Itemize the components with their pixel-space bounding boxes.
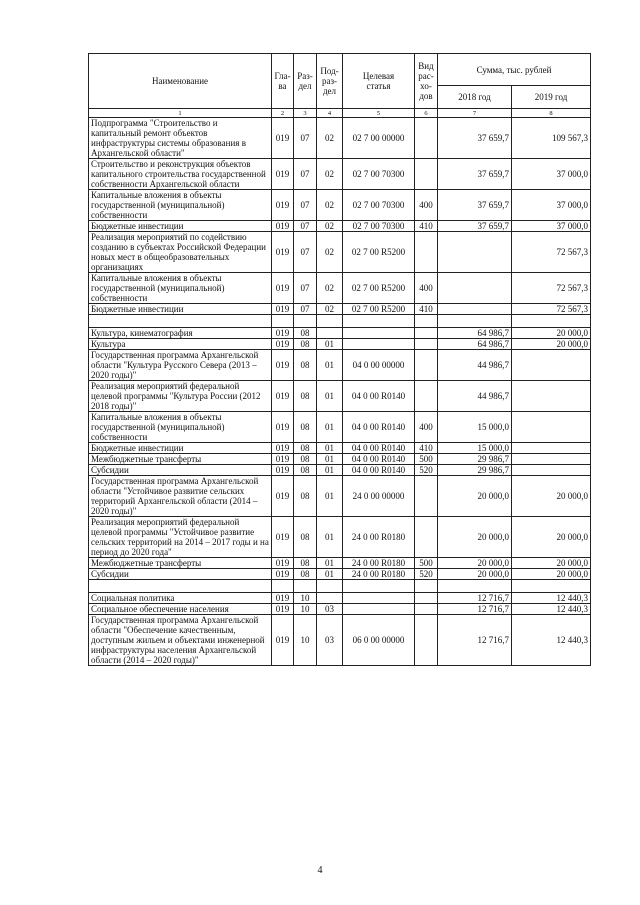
cell-sum-2018 xyxy=(438,304,512,315)
cell-podrazdel: 01 xyxy=(317,558,343,569)
cell-sum-2018: 20 000,0 xyxy=(438,476,512,517)
cell-razdel: 07 xyxy=(294,232,317,273)
cell-sum-2018: 37 659,7 xyxy=(438,159,512,190)
cell-sum-2019 xyxy=(512,350,591,381)
header-vid xyxy=(415,54,438,109)
cell-name: Бюджетные инвестиции xyxy=(89,221,272,232)
cell-sum-2019: 20 000,0 xyxy=(512,328,591,339)
table-row xyxy=(89,476,591,517)
cell-sum-2018 xyxy=(438,580,512,593)
cell-sum-2019 xyxy=(512,454,591,465)
cell-sum-2018 xyxy=(438,315,512,328)
table-row xyxy=(89,190,591,221)
cell-sum-2019: 37 000,0 xyxy=(512,190,591,221)
header-vid-text: Вид рас- хо- дов xyxy=(418,61,434,101)
table-row xyxy=(89,604,591,615)
cell-name: Реализация мероприятий федеральной целевой программы "Культура России (2012 2018 годы)" xyxy=(89,381,272,412)
header-razdel-text: Раз- дел xyxy=(297,71,313,91)
cell-razdel: 08 xyxy=(294,381,317,412)
table-row xyxy=(89,232,591,273)
cell-target: 04 0 00 00000 xyxy=(343,350,415,381)
cell-podrazdel: 02 xyxy=(317,159,343,190)
cell-target xyxy=(343,593,415,604)
cell-glava: 019 xyxy=(272,604,294,615)
cell-vid: 410 xyxy=(415,304,438,315)
table-row xyxy=(89,569,591,580)
cell-name: Бюджетные инвестиции xyxy=(89,304,272,315)
cell-target: 02 7 00 70300 xyxy=(343,159,415,190)
cell-podrazdel: 02 xyxy=(317,221,343,232)
cell-target: 04 0 00 R0140 xyxy=(343,454,415,465)
cell-razdel: 08 xyxy=(294,476,317,517)
cell-glava: 019 xyxy=(272,443,294,454)
cell-vid: 410 xyxy=(415,443,438,454)
cell-target: 02 7 00 00000 xyxy=(343,118,415,159)
cell-name: Межбюджетные трансферты xyxy=(89,454,272,465)
cell-razdel: 08 xyxy=(294,443,317,454)
cell-sum-2019 xyxy=(512,443,591,454)
cell-razdel: 08 xyxy=(294,339,317,350)
table-row xyxy=(89,304,591,315)
cell-sum-2019 xyxy=(512,315,591,328)
cell-target: 24 0 00 R0180 xyxy=(343,517,415,558)
cell-glava: 019 xyxy=(272,381,294,412)
cell-vid: 500 xyxy=(415,454,438,465)
cell-name: Государственная программа Архангельской области "Культура Русского Севера (2013 – 2020 годы)" xyxy=(89,350,272,381)
header-glava xyxy=(272,54,294,109)
cell-vid xyxy=(415,339,438,350)
cell-razdel: 08 xyxy=(294,350,317,381)
cell-podrazdel: 03 xyxy=(317,604,343,615)
table-row xyxy=(89,412,591,443)
cell-name: Бюджетные инвестиции xyxy=(89,443,272,454)
cell-target: 02 7 00 R5200 xyxy=(343,232,415,273)
cell-podrazdel: 01 xyxy=(317,465,343,476)
cell-sum-2019: 20 000,0 xyxy=(512,569,591,580)
cell-sum-2019 xyxy=(512,580,591,593)
header-target xyxy=(343,54,415,109)
cell-razdel: 08 xyxy=(294,517,317,558)
column-number: 6 xyxy=(415,109,438,118)
cell-sum-2018: 15 000,0 xyxy=(438,443,512,454)
cell-razdel: 07 xyxy=(294,159,317,190)
cell-target: 04 0 00 R0140 xyxy=(343,412,415,443)
table-row xyxy=(89,517,591,558)
cell-sum-2018: 20 000,0 xyxy=(438,569,512,580)
cell-razdel: 08 xyxy=(294,569,317,580)
blank-row xyxy=(89,315,591,328)
column-number: 8 xyxy=(512,109,591,118)
cell-razdel: 08 xyxy=(294,558,317,569)
table-row xyxy=(89,159,591,190)
cell-target: 02 7 00 R5200 xyxy=(343,273,415,304)
cell-razdel: 07 xyxy=(294,221,317,232)
cell-sum-2018: 12 716,7 xyxy=(438,604,512,615)
table-row xyxy=(89,443,591,454)
table-row xyxy=(89,454,591,465)
cell-glava: 019 xyxy=(272,328,294,339)
column-number: 2 xyxy=(272,109,294,118)
cell-target: 04 0 00 R0140 xyxy=(343,465,415,476)
table-body xyxy=(89,118,591,666)
column-number: 4 xyxy=(317,109,343,118)
cell-target: 02 7 00 70300 xyxy=(343,190,415,221)
cell-sum-2018 xyxy=(438,232,512,273)
cell-sum-2018: 64 986,7 xyxy=(438,328,512,339)
header-glava-text: Гла- ва xyxy=(274,71,291,91)
cell-sum-2019 xyxy=(512,465,591,476)
cell-name: Культура xyxy=(89,339,272,350)
cell-vid xyxy=(415,476,438,517)
cell-glava: 019 xyxy=(272,465,294,476)
cell-sum-2018 xyxy=(438,273,512,304)
cell-podrazdel: 03 xyxy=(317,615,343,666)
cell-target: 06 0 00 00000 xyxy=(343,615,415,666)
header-podrazdel-text: Под- раз- дел xyxy=(320,66,339,96)
cell-sum-2018: 37 659,7 xyxy=(438,190,512,221)
cell-glava: 019 xyxy=(272,412,294,443)
cell-podrazdel: 01 xyxy=(317,339,343,350)
cell-name: Капитальные вложения в объекты государственной (муниципальной) собственности xyxy=(89,273,272,304)
cell-name: Культура, кинематография xyxy=(89,328,272,339)
cell-target xyxy=(343,580,415,593)
cell-name: Строительство и реконструкция объектов капитального строительства государственной собственности Архангельской области xyxy=(89,159,272,190)
cell-podrazdel: 01 xyxy=(317,381,343,412)
page-number: 4 xyxy=(317,865,323,876)
cell-name: Субсидии xyxy=(89,465,272,476)
cell-glava: 019 xyxy=(272,593,294,604)
table-row xyxy=(89,339,591,350)
cell-podrazdel xyxy=(317,315,343,328)
cell-glava xyxy=(272,315,294,328)
cell-vid xyxy=(415,615,438,666)
cell-target xyxy=(343,339,415,350)
cell-podrazdel: 01 xyxy=(317,476,343,517)
cell-name: Подпрограмма "Строительство и капитальный ремонт объектов инфраструктуры системы образования в Архангельской области" xyxy=(89,118,272,159)
cell-razdel: 08 xyxy=(294,454,317,465)
header-target-text: Целевая статья xyxy=(362,71,395,91)
cell-sum-2018: 29 986,7 xyxy=(438,465,512,476)
cell-podrazdel: 01 xyxy=(317,350,343,381)
cell-target: 24 0 00 00000 xyxy=(343,476,415,517)
cell-vid: 500 xyxy=(415,558,438,569)
cell-target: 02 7 00 70300 xyxy=(343,221,415,232)
cell-podrazdel: 02 xyxy=(317,118,343,159)
cell-sum-2018: 12 716,7 xyxy=(438,593,512,604)
cell-razdel: 07 xyxy=(294,190,317,221)
header-sum: Сумма, тыс. рублей xyxy=(438,54,591,86)
cell-sum-2019: 37 000,0 xyxy=(512,159,591,190)
cell-razdel: 08 xyxy=(294,465,317,476)
cell-glava: 019 xyxy=(272,221,294,232)
cell-glava: 019 xyxy=(272,476,294,517)
cell-vid xyxy=(415,604,438,615)
cell-sum-2019: 72 567,3 xyxy=(512,273,591,304)
cell-name: Капитальные вложения в объекты государственной (муниципальной) собственности xyxy=(89,190,272,221)
cell-name: Реализация мероприятий федеральной целевой программы "Устойчивое развитие сельских территорий на 2014 – 2017 годы и на период до 2020 года" xyxy=(89,517,272,558)
table-row xyxy=(89,118,591,159)
cell-podrazdel: 02 xyxy=(317,304,343,315)
cell-podrazdel xyxy=(317,593,343,604)
cell-glava: 019 xyxy=(272,517,294,558)
cell-target: 04 0 00 R0140 xyxy=(343,443,415,454)
cell-vid: 400 xyxy=(415,412,438,443)
cell-name xyxy=(89,315,272,328)
cell-razdel: 08 xyxy=(294,328,317,339)
cell-target xyxy=(343,328,415,339)
cell-name: Субсидии xyxy=(89,569,272,580)
cell-podrazdel xyxy=(317,328,343,339)
cell-glava: 019 xyxy=(272,615,294,666)
cell-glava: 019 xyxy=(272,350,294,381)
cell-glava: 019 xyxy=(272,190,294,221)
cell-podrazdel: 01 xyxy=(317,412,343,443)
cell-glava: 019 xyxy=(272,569,294,580)
cell-vid xyxy=(415,593,438,604)
cell-sum-2019: 12 440,3 xyxy=(512,593,591,604)
cell-podrazdel: 01 xyxy=(317,443,343,454)
cell-razdel: 10 xyxy=(294,593,317,604)
cell-name: Социальная политика xyxy=(89,593,272,604)
cell-vid: 410 xyxy=(415,221,438,232)
cell-razdel: 10 xyxy=(294,604,317,615)
table-row xyxy=(89,615,591,666)
cell-razdel: 10 xyxy=(294,615,317,666)
cell-sum-2018: 12 716,7 xyxy=(438,615,512,666)
cell-glava xyxy=(272,580,294,593)
cell-vid xyxy=(415,159,438,190)
cell-sum-2018: 15 000,0 xyxy=(438,412,512,443)
cell-glava: 019 xyxy=(272,159,294,190)
cell-sum-2018: 64 986,7 xyxy=(438,339,512,350)
cell-sum-2019: 20 000,0 xyxy=(512,558,591,569)
cell-vid: 520 xyxy=(415,465,438,476)
cell-razdel: 07 xyxy=(294,304,317,315)
cell-sum-2019: 72 567,3 xyxy=(512,232,591,273)
cell-podrazdel: 01 xyxy=(317,454,343,465)
table-row xyxy=(89,465,591,476)
cell-sum-2019: 20 000,0 xyxy=(512,339,591,350)
cell-vid xyxy=(415,350,438,381)
budget-table xyxy=(88,53,591,666)
cell-glava: 019 xyxy=(272,232,294,273)
cell-sum-2019: 12 440,3 xyxy=(512,604,591,615)
blank-row xyxy=(89,580,591,593)
cell-podrazdel: 01 xyxy=(317,569,343,580)
cell-podrazdel: 02 xyxy=(317,273,343,304)
cell-razdel: 07 xyxy=(294,118,317,159)
cell-sum-2019: 72 567,3 xyxy=(512,304,591,315)
cell-target xyxy=(343,315,415,328)
table-row xyxy=(89,273,591,304)
table-row xyxy=(89,221,591,232)
cell-sum-2018: 44 986,7 xyxy=(438,350,512,381)
cell-sum-2018: 44 986,7 xyxy=(438,381,512,412)
column-number: 3 xyxy=(294,109,317,118)
table-row xyxy=(89,558,591,569)
cell-glava: 019 xyxy=(272,273,294,304)
cell-sum-2019 xyxy=(512,381,591,412)
cell-name: Межбюджетные трансферты xyxy=(89,558,272,569)
table-row xyxy=(89,328,591,339)
cell-glava: 019 xyxy=(272,558,294,569)
header-razdel xyxy=(294,54,317,109)
cell-vid xyxy=(415,381,438,412)
cell-name xyxy=(89,580,272,593)
cell-sum-2018: 37 659,7 xyxy=(438,118,512,159)
header-podrazdel xyxy=(317,54,343,109)
cell-name: Социальное обеспечение населения xyxy=(89,604,272,615)
cell-vid: 400 xyxy=(415,190,438,221)
cell-glava: 019 xyxy=(272,304,294,315)
cell-sum-2019: 20 000,0 xyxy=(512,476,591,517)
cell-vid: 400 xyxy=(415,273,438,304)
cell-target: 02 7 00 R5200 xyxy=(343,304,415,315)
cell-razdel xyxy=(294,315,317,328)
cell-sum-2018: 37 659,7 xyxy=(438,221,512,232)
cell-sum-2019: 37 000,0 xyxy=(512,221,591,232)
column-number: 7 xyxy=(438,109,512,118)
cell-target: 24 0 00 R0180 xyxy=(343,569,415,580)
column-numbers-row xyxy=(89,109,591,118)
cell-sum-2018: 20 000,0 xyxy=(438,558,512,569)
cell-razdel xyxy=(294,580,317,593)
cell-sum-2019: 12 440,3 xyxy=(512,615,591,666)
cell-podrazdel: 02 xyxy=(317,232,343,273)
cell-glava: 019 xyxy=(272,454,294,465)
header-year-2018: 2018 год xyxy=(438,86,512,109)
table-row xyxy=(89,381,591,412)
cell-name: Государственная программа Архангельской области "Обеспечение качественным, доступным жильем и объектами инженерной инфраструктуры населения Архангельской области (2014 – 2020 годы)" xyxy=(89,615,272,666)
cell-sum-2018: 29 986,7 xyxy=(438,454,512,465)
cell-target xyxy=(343,604,415,615)
cell-sum-2019: 109 567,3 xyxy=(512,118,591,159)
cell-glava: 019 xyxy=(272,339,294,350)
cell-name: Капитальные вложения в объекты государственной (муниципальной) собственности xyxy=(89,412,272,443)
cell-target: 24 0 00 R0180 xyxy=(343,558,415,569)
cell-vid xyxy=(415,328,438,339)
cell-name: Реализация мероприятий по содействию созданию в субъектах Российской Федерации новых мест в общеобразовательных организациях xyxy=(89,232,272,273)
header-year-2019: 2019 год xyxy=(512,86,591,109)
cell-razdel: 07 xyxy=(294,273,317,304)
cell-sum-2019 xyxy=(512,412,591,443)
cell-vid xyxy=(415,232,438,273)
cell-sum-2018: 20 000,0 xyxy=(438,517,512,558)
header-name: Наименование xyxy=(89,54,272,109)
table-row xyxy=(89,350,591,381)
cell-razdel: 08 xyxy=(294,412,317,443)
cell-vid xyxy=(415,315,438,328)
cell-podrazdel: 01 xyxy=(317,517,343,558)
cell-glava: 019 xyxy=(272,118,294,159)
column-number: 5 xyxy=(343,109,415,118)
table-row xyxy=(89,593,591,604)
cell-vid xyxy=(415,118,438,159)
cell-target: 04 0 00 R0140 xyxy=(343,381,415,412)
cell-podrazdel xyxy=(317,580,343,593)
column-number: 1 xyxy=(89,109,272,118)
cell-vid xyxy=(415,517,438,558)
cell-sum-2019: 20 000,0 xyxy=(512,517,591,558)
cell-vid xyxy=(415,580,438,593)
cell-podrazdel: 02 xyxy=(317,190,343,221)
cell-vid: 520 xyxy=(415,569,438,580)
cell-name: Государственная программа Архангельской области "Устойчивое развитие сельских территорий Архангельской области (2014 – 2020 годы)" xyxy=(89,476,272,517)
